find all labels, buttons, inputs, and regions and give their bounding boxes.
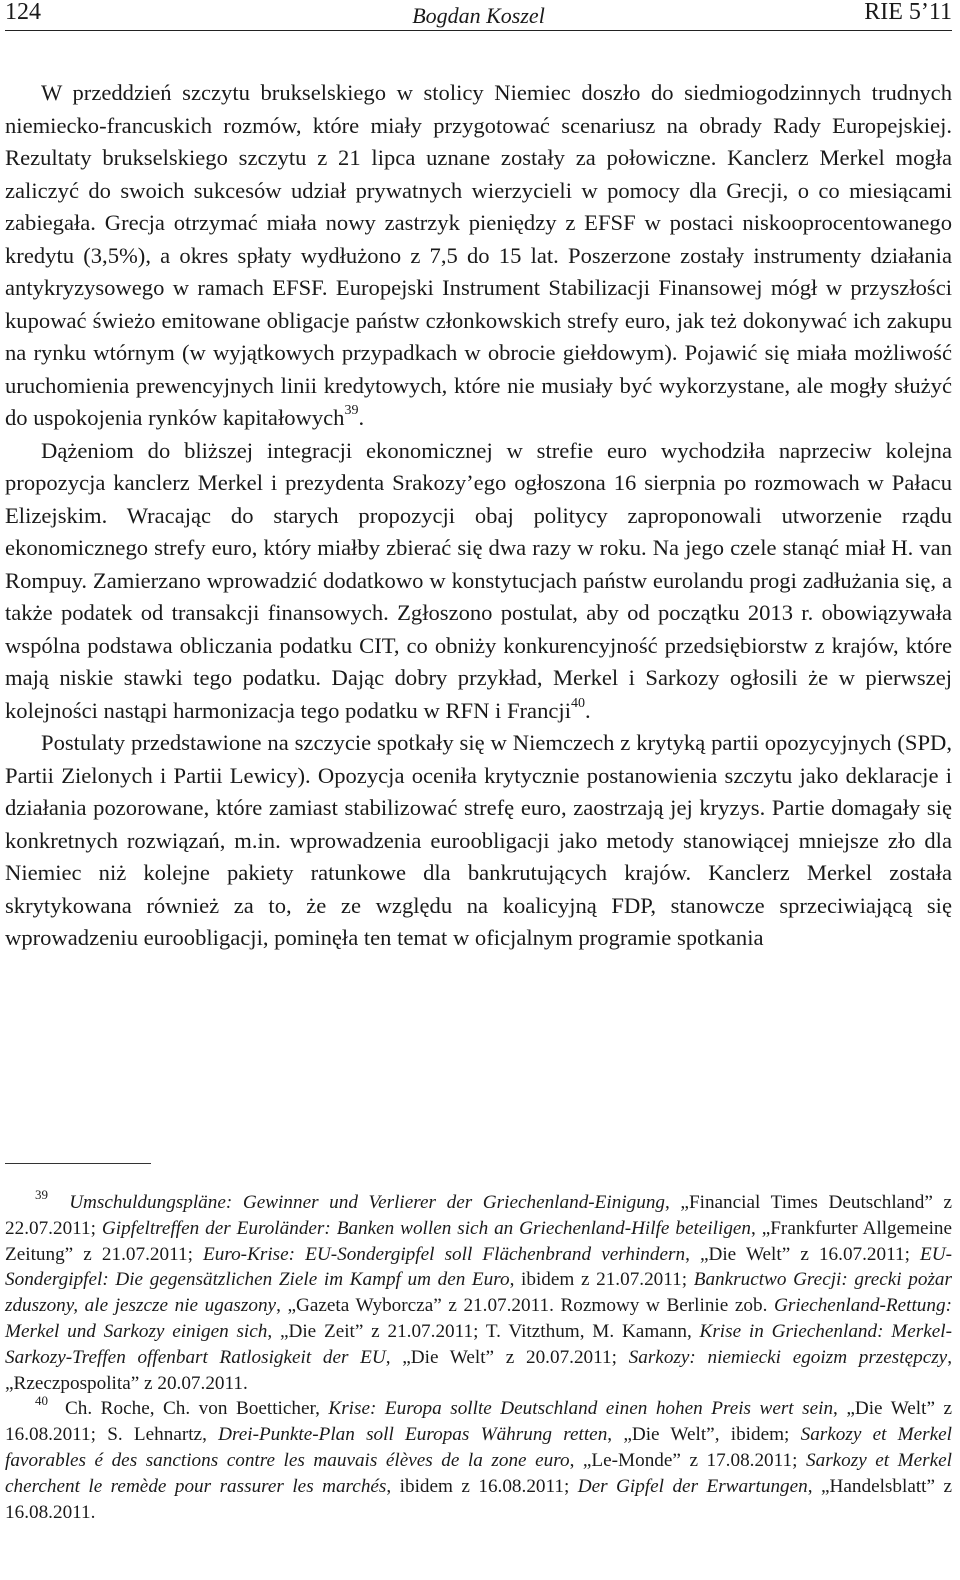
footnote-40 xyxy=(5,1392,952,1525)
footnote-source: , „Die Zeit” z 21.07.2011; T. Vitzthum, M. Kamann, xyxy=(267,1320,700,1342)
paragraph-2 xyxy=(5,435,952,728)
paragraph-3-text: Postulaty przedstawione na szczycie spotkały się w Niemczech z krytyką partii opozycyjnych (SPD, Partii Zielonych i Partii Lewicy). Opozycja oceniła krytycznie postanowienia szczytu jako deklaracje i działania pozorowane, które zamiast stabilizować strefę euro, zaostrzają jej kryzys. Partie domagały się konkretnych rozwiązań, m.in. wprowadzenia euroobligacji jako metody stanowiącej mniejsze zło dla Niemiec niż kolejne pakiety ratunkowe dla bankrutujących krajów. Kanclerz Merkel została skrytykowana również za to, że ze względu na koalicyjną FDP, stanowcze sprzeciwiającą się wprowadzeniu euroobligacji, pominęła ten temat w oficjalnym programie spotkania xyxy=(5,730,952,950)
paragraph-2-text: Dążeniom do bliższej integracji ekonomicznej w strefie euro wychodziła naprzeciw kolejna propozycja kanclerz Merkel i prezydenta Srakozy’ego ogłoszona 16 sierpnia po rozmowach w Pałacu Elizejskim. Wracając do starych propozycji obaj politycy zaproponowali utworzenie rządu ekonomicznego strefy euro, który miałby zbierać się dwa razy w roku. Na jego czele stanąć miał H. van Rompuy. Zamierzano wprowadzić dodatkowo w konstytucjach państw eurolandu progi zadłużania się, a także podatek od transakcji finansowych. Zgłoszono postulat, aby od początku 2013 r. obowiązywała wspólna podstawa obliczania podatku CIT, co obniży konkurencyjność przedsiębiorstw z krajów, które mają niskie stawki tego podatku. Dając dobry przykład, Merkel i Sarkozy ogłosili że w pierwszej kolejności nastąpi harmonizacja tego podatku w RFN i Francji xyxy=(5,437,952,723)
footnote-source: Ch. Roche, Ch. von Boetticher, xyxy=(65,1398,329,1420)
footnote-title: Gipfeltreffen der Euroländer: Banken wollen sich an Griechenland-Hilfe beteiligen xyxy=(101,1217,752,1239)
footnotes xyxy=(5,1186,953,1525)
footnote-title: Bankructwo Grecji: grecki pożar zduszony, ale jeszcze nie ugaszony xyxy=(5,1269,952,1317)
footnote-source: , „Handelsblatt” z 16.08.2011. xyxy=(5,1475,952,1523)
paragraph-2-end: . xyxy=(584,697,591,723)
main-text xyxy=(5,77,952,955)
footnote-source: , „Die Welt” z 16.08.2011; S. Lehnartz, xyxy=(5,1398,952,1446)
footnote-source: , „Die Welt”, ibidem; xyxy=(607,1424,801,1446)
footnote-title: Sarkozy et Merkel cherchent le remède pour rassurer les marchés xyxy=(5,1449,952,1497)
footnote-source: , „Financial Times Deutschland” z 22.07.2011; xyxy=(5,1192,953,1239)
footnote-ref-39[interactable]: 39 xyxy=(344,403,359,419)
footnote-number: 40 xyxy=(35,1392,48,1408)
footnote-39 xyxy=(5,1186,953,1396)
footnote-source: , „Le-Monde” z 17.08.2011; xyxy=(569,1449,806,1471)
footnote-source: , „Die Welt” z 16.07.2011; xyxy=(685,1243,921,1265)
footnote-title: Sarkozy et Merkel favorables é des sanctions contre les mauvais élèves de la zone euro xyxy=(5,1424,952,1471)
footnote-source: , „Gazeta Wyborcza” z 21.07.2011. Rozmowy w Berlinie zob. xyxy=(276,1295,775,1317)
footnote-title: Euro-Krise: EU-Sondergipfel soll Flächenbrand verhindern xyxy=(203,1243,686,1265)
paragraph-1-text: W przeddzień szczytu brukselskiego w stolicy Niemiec doszło do siedmiogodzinnych trudnych niemiecko-francuskich rozmów, które miały przygotować scenariusz na obrady Rady Europejskiej. Rezultaty brukselskiego szczytu z 21 lipca uznane zostały za połowiczne. Kanclerz Merkel mogła zaliczyć do swoich sukcesów udział prywatnych wierzycieli w pomocy dla Grecji, o co miesiącami zabiegała. Grecja otrzymać miała nowy zastrzyk pieniędzy z EFSF w postaci niskooprocentowanego kredytu (3,5%), a okres spłaty wydłużono z 7,5 do 15 lat. Poszerzone zostały instrumenty działania antykryzysowego w ramach EFSF. Europejski Instrument Stabilizacji Finansowej mógł w przyszłości kupować świeżo emitowane obligacje państw członkowskich strefy euro, jak też dokonywać ich zakupu na rynku wtórnym (w wyjątkowych przypadkach w obrocie giełdowym). Pojawić się miała możliwość uruchomienia prewencyjnych linii kredytowych, które nie musiały być wykorzystane, ale mogły służyć do uspokojenia rynków kapitałowych xyxy=(5,80,952,430)
running-header xyxy=(5,0,952,31)
footnote-title: Der Gipfel der Erwartungen xyxy=(577,1475,808,1497)
footnote-source: , ibidem z 21.07.2011; xyxy=(509,1269,694,1291)
footnote-title: Krise in Griechenland: Merkel-Sarkozy-Treffen offenbart Ratlosigkeit der EU xyxy=(5,1320,952,1368)
page-number: 124 xyxy=(5,0,41,25)
footnote-title: Griechenland-Rettung: Merkel und Sarkozy einigen sich xyxy=(5,1295,952,1342)
footnote-title: EU-Sondergipfel: Die gegensätzlichen Ziele im Kampf um den Euro xyxy=(5,1243,952,1291)
footnote-source: , ibidem z 16.08.2011; xyxy=(386,1475,578,1497)
footnote-title: Drei-Punkte-Plan soll Europas Währung retten xyxy=(218,1424,608,1446)
paragraph-3 xyxy=(5,727,952,955)
footnote-title: Sarkozy: niemiecki egoizm przestępczy xyxy=(628,1346,948,1368)
footnote-number: 39 xyxy=(35,1186,48,1202)
header-author: Bogdan Koszel xyxy=(412,3,545,28)
footnote-source: , „Frankfurter Allgemeine Zeitung” z 21.07.2011; xyxy=(5,1217,953,1265)
footnote-divider xyxy=(5,1163,151,1164)
footnote-title: Krise: Europa sollte Deutschland einen hohen Preis wert sein xyxy=(328,1398,834,1420)
footnote-source: , „Die Welt” z 20.07.2011; xyxy=(385,1346,629,1368)
footnote-source: , „Rzeczpospolita” z 20.07.2011. xyxy=(5,1346,952,1394)
paragraph-1-end: . xyxy=(358,405,365,430)
paragraph-1 xyxy=(5,77,952,435)
footnote-ref-40[interactable]: 40 xyxy=(570,695,585,711)
header-journal: RIE 5’11 xyxy=(864,0,952,25)
footnote-title: Umschuldungspläne: Gewinner und Verlierer der Griechenland-Einigung xyxy=(69,1192,666,1213)
